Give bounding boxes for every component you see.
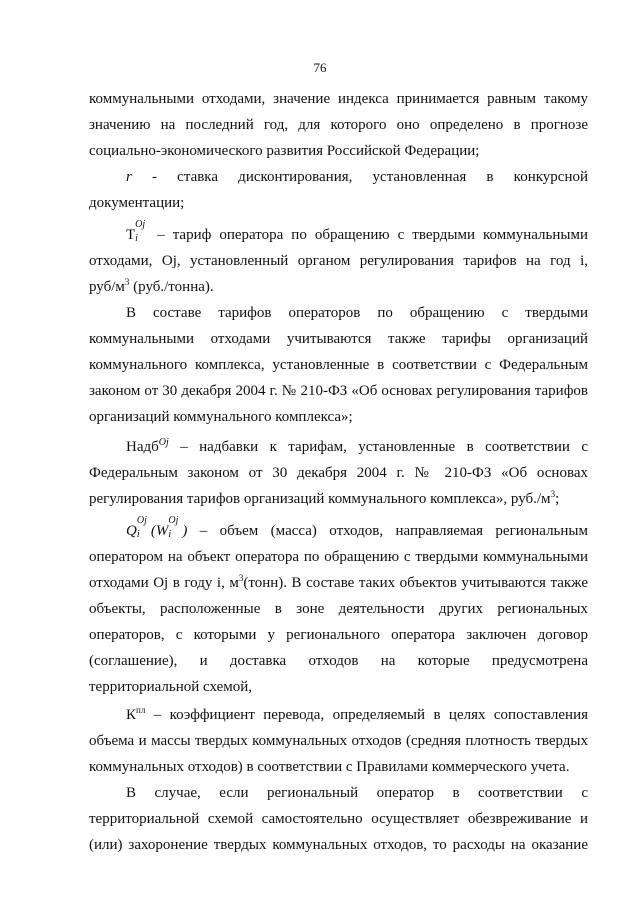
text-line: Федеральным законом от 30 декабря 2004 г. № 210-ФЗ «Об основах (89, 465, 588, 481)
text-line: (или) захоронение твердых коммунальных отходов, то расходы на оказание (89, 837, 588, 853)
text-segment: (руб./тонна). (133, 279, 214, 295)
superscript: Oj (158, 437, 169, 448)
text-line: В составе тарифов операторов по обращению с твердыми (126, 305, 588, 321)
text-line: территориальной схемой самостоятельно осуществляет обезвреживание и (89, 811, 588, 827)
text-segment: – тариф оператора по обращению с твердыми коммунальными (157, 227, 589, 243)
text-line: значению на последний год, для которого оно определено в прогнозе (89, 117, 588, 133)
text-segment: - ставка дисконтирования, установленная в конкурсной (152, 169, 589, 185)
tariff-symbol (126, 219, 149, 244)
text-line: операторов, с которыми у регионального оператора заключен договор (89, 627, 588, 643)
page-number: 76 (313, 60, 327, 75)
superscript: 3 (550, 489, 556, 499)
symbol-index (168, 515, 182, 540)
subscript: i (136, 529, 140, 540)
superscript: Oj (135, 219, 146, 230)
text-line: коммунальных отходов) в соответствии с Правилами коммерческого учета. (89, 759, 570, 775)
symbol-Q: Q (126, 523, 137, 539)
text-segment: регулирования тарифов организаций коммунального комплекса», руб./м (89, 491, 551, 507)
text-line: В случае, если региональный оператор в соответствии с (126, 785, 588, 801)
text-segment: – надбавки к тарифам, установленные в соответствии с (180, 439, 588, 455)
text-line: объекты, расположенные в зоне деятельности других региональных (89, 601, 588, 617)
text-line (89, 490, 588, 508)
superscript: 3 (124, 277, 130, 287)
coefficient-symbol (126, 707, 145, 723)
symbol-W: (W (150, 523, 169, 539)
text-line: социально-экономического развития Российской Федерации; (89, 143, 480, 159)
text-line: законом от 30 декабря 2004 г. № 210-ФЗ «Об основах регулирования тарифов (89, 383, 588, 399)
superscript: Oj (168, 515, 179, 526)
symbol-T: T (126, 227, 136, 243)
text-line (89, 574, 588, 592)
superscript: пл (136, 705, 146, 715)
text-line (89, 278, 588, 296)
text-line: объема и массы твердых коммунальных отходов (средняя плотность твердых (89, 733, 588, 749)
subscript: i (135, 233, 138, 244)
symbol-index (135, 219, 149, 244)
text-line: документации; (89, 195, 185, 211)
text-line: территориальной схемой, (89, 679, 253, 695)
text-line: организаций коммунального комплекса»; (89, 409, 353, 425)
text-segment: отходами Oj в году i, м (89, 575, 239, 591)
text-line: (соглашение), и доставка отходов на которые предусмотрена (89, 653, 588, 669)
volume-symbol (126, 515, 188, 540)
text-segment: ; (555, 491, 560, 507)
symbol-nadb: Надб (126, 439, 159, 455)
text-line: коммунальными отходами учитываются также тарифы организаций (89, 331, 588, 347)
text-segment: руб/м (89, 279, 125, 295)
text-segment: (тонн). В составе таких объектов учитываются также (243, 575, 588, 591)
definition-r (126, 168, 588, 186)
subscript: i (168, 529, 172, 540)
definition-tariff (126, 219, 589, 244)
text-segment: – объем (масса) отходов, направляемая региональным (199, 523, 588, 539)
definition-volume (126, 515, 588, 540)
text-line: коммунальными отходами, значение индекса принимается равным такому (89, 91, 588, 107)
definition-markup (126, 438, 588, 456)
superscript: Oj (136, 515, 147, 526)
markup-symbol (126, 439, 169, 455)
symbol-K: К (126, 707, 137, 723)
text-line: отходами, Oj, установленный органом регулирования тарифов на год i, (89, 253, 588, 269)
symbol-paren: ) (182, 523, 188, 539)
superscript: 3 (238, 573, 244, 583)
definition-coefficient (126, 706, 588, 724)
text-segment: – коэффициент перевода, определяемый в целях сопоставления (153, 707, 588, 723)
text-line: коммунального комплекса, установленные в соответствии с Федеральным (89, 357, 588, 373)
text-line: оператором на объект оператора по обращению с твердыми коммунальными (89, 549, 588, 565)
symbol-index (136, 515, 151, 540)
symbol-r: r (126, 169, 132, 185)
